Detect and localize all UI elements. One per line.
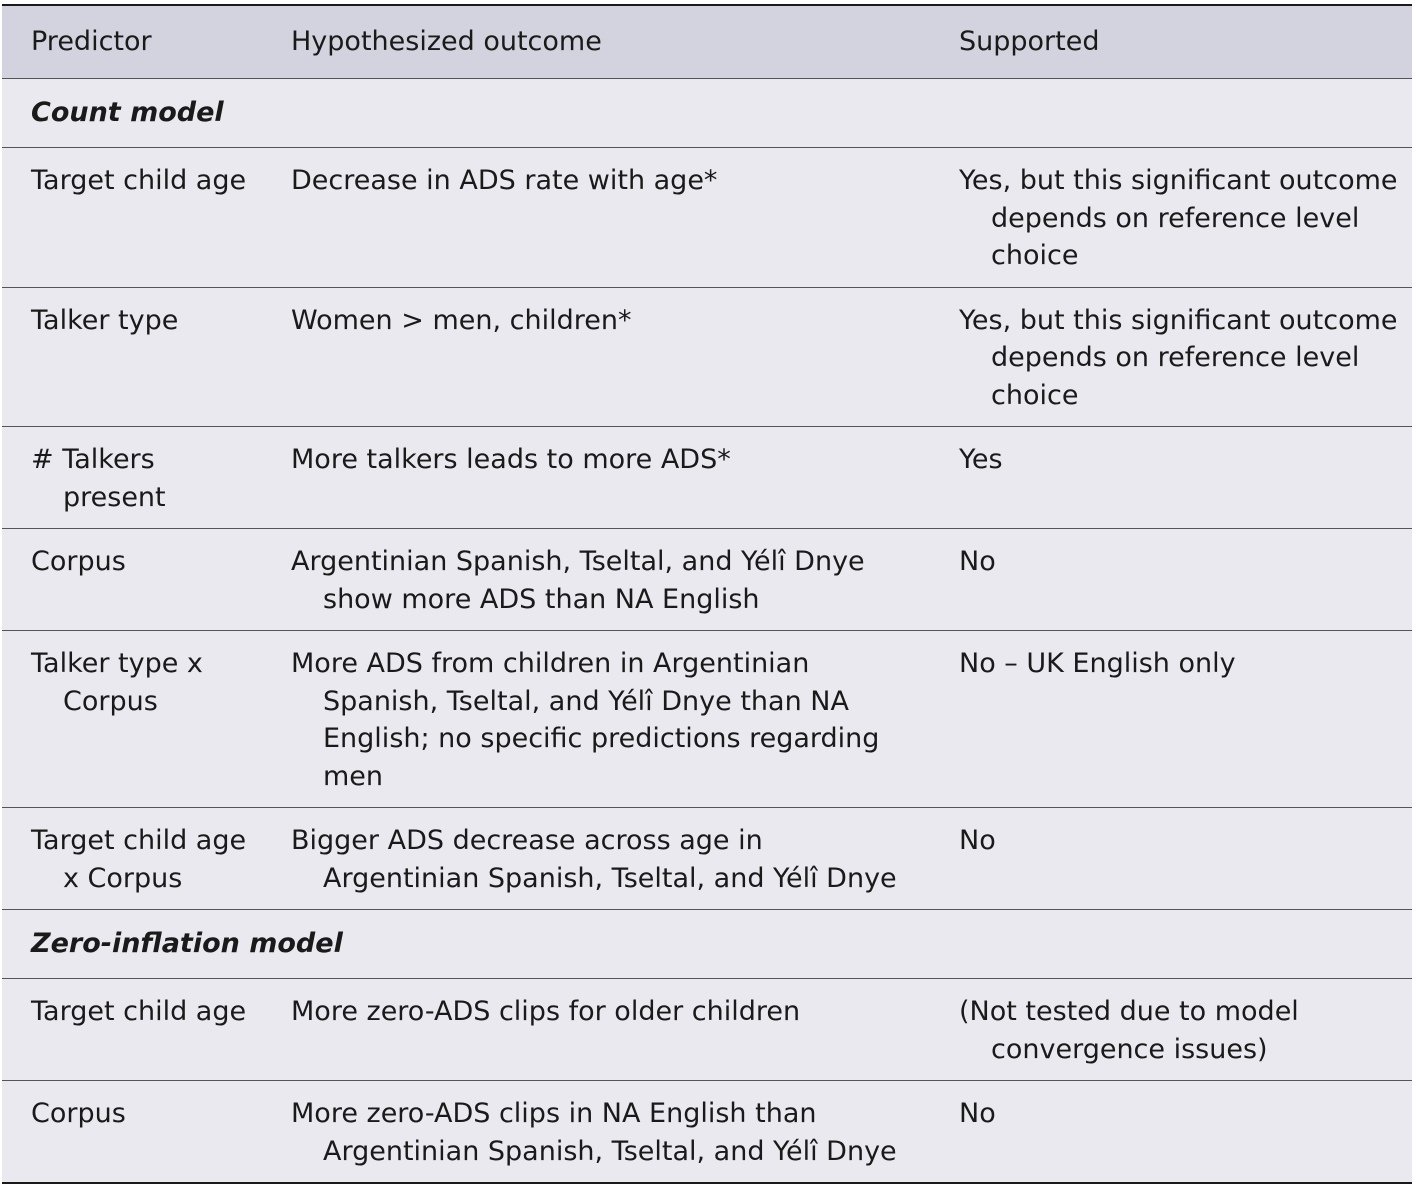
table-row bbox=[2, 1081, 1412, 1184]
section-row-count-model bbox=[2, 79, 1412, 148]
outcome-cell: Argentinian Spanish, Tseltal, and Yélî Dnye show more ADS than NA English bbox=[291, 546, 865, 615]
predictor-cell: Talker type x Corpus bbox=[31, 648, 203, 717]
predictor-cell: Target child age x Corpus bbox=[31, 825, 247, 894]
outcome-cell: More zero-ADS clips for older children bbox=[291, 996, 801, 1027]
supported-cell: (Not tested due to model convergence issues) bbox=[959, 996, 1299, 1065]
table-row bbox=[2, 287, 1412, 427]
table-row bbox=[2, 631, 1412, 808]
section-title: Count model bbox=[31, 97, 224, 129]
table-row bbox=[2, 427, 1412, 529]
supported-cell: Yes, but this significant outcome depends on reference level choice bbox=[959, 304, 1398, 411]
table-row bbox=[2, 808, 1412, 910]
header-supported: Supported bbox=[959, 26, 1100, 58]
header-predictor: Predictor bbox=[31, 26, 152, 58]
supported-cell: No – UK English only bbox=[959, 648, 1236, 679]
table-row bbox=[2, 529, 1412, 631]
supported-cell: Yes, but this significant outcome depends on reference level choice bbox=[959, 165, 1398, 271]
outcome-cell: More zero-ADS clips in NA English than Argentinian Spanish, Tseltal, and Yélî Dnye bbox=[291, 1098, 897, 1167]
header-outcome: Hypothesized outcome bbox=[291, 26, 602, 58]
supported-cell: Yes bbox=[959, 444, 1003, 475]
outcome-cell: Decrease in ADS rate with age* bbox=[291, 165, 718, 196]
section-row-zero-inflation-model bbox=[2, 910, 1412, 979]
supported-cell: No bbox=[959, 825, 996, 856]
hypotheses-table bbox=[2, 4, 1412, 1184]
outcome-cell: More ADS from children in Argentinian Spanish, Tseltal, and Yélî Dnye than NA English; no specific predictions regarding men bbox=[291, 648, 880, 792]
predictor-cell: Talker type bbox=[31, 304, 179, 336]
supported-cell: No bbox=[959, 1098, 996, 1129]
outcome-cell: Women > men, children* bbox=[291, 304, 632, 336]
predictor-cell: Target child age bbox=[31, 165, 247, 196]
predictor-cell: Target child age bbox=[31, 996, 247, 1027]
outcome-cell: Bigger ADS decrease across age in Argentinian Spanish, Tseltal, and Yélî Dnye bbox=[291, 825, 897, 894]
outcome-cell: More talkers leads to more ADS* bbox=[291, 444, 731, 475]
predictor-cell: Corpus bbox=[31, 1098, 126, 1129]
supported-cell: No bbox=[959, 546, 996, 577]
header-row bbox=[2, 5, 1412, 79]
predictor-cell: Corpus bbox=[31, 546, 126, 577]
section-title: Zero-inflation model bbox=[31, 928, 343, 960]
table-row bbox=[2, 148, 1412, 288]
table-row bbox=[2, 979, 1412, 1081]
predictor-cell: # Talkers present bbox=[31, 444, 166, 513]
